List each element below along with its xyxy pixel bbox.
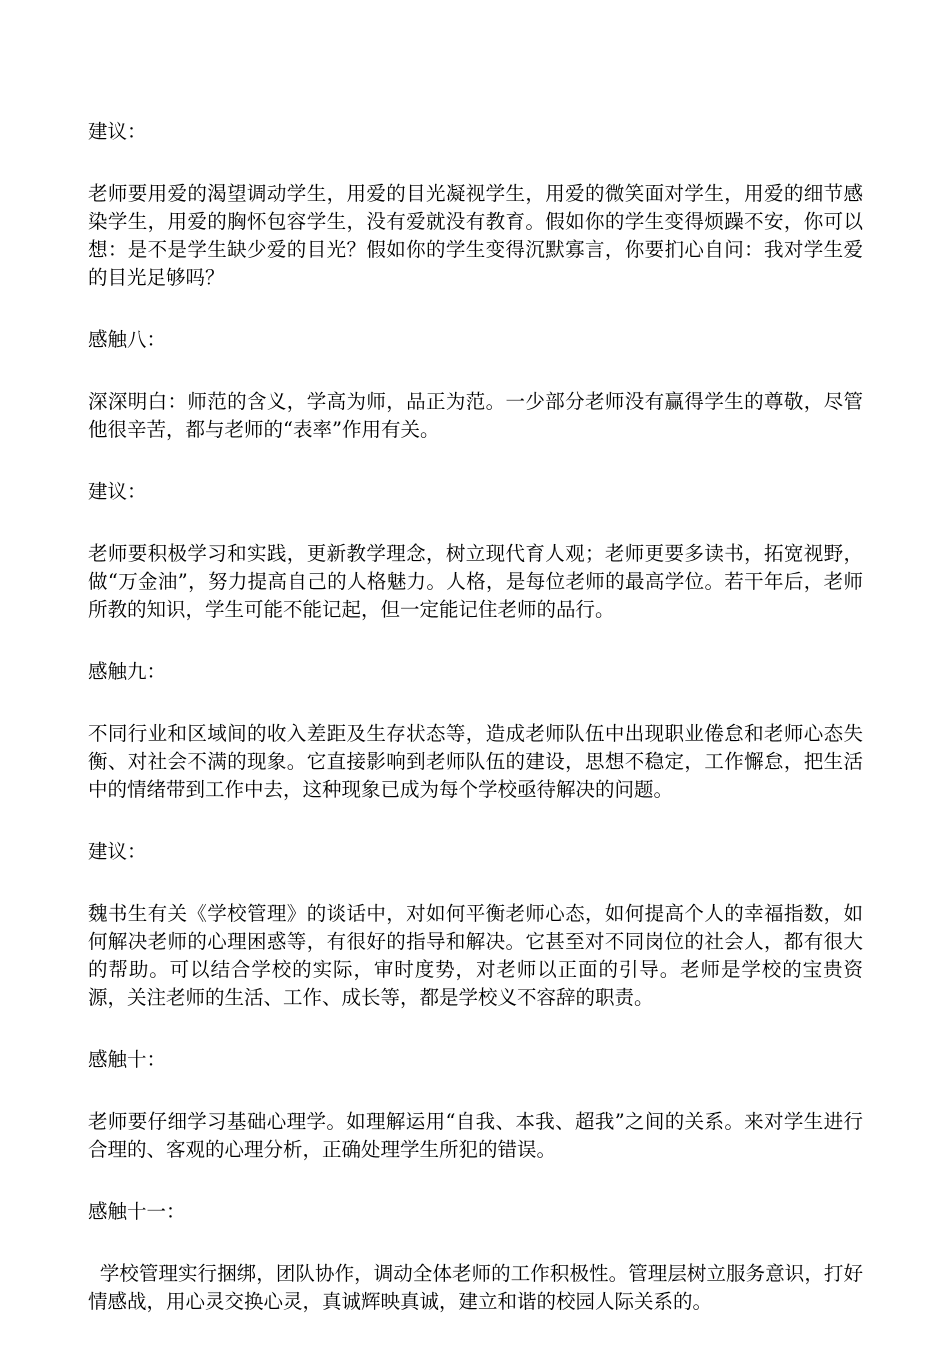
section-heading: 感触九： <box>88 660 167 683</box>
section-paragraph: 老师要仔细学习基础心理学。如理解运用“自我、本我、超我”之间的关系。来对学生进行合理的、客观的心理分析，正确处理学生所犯的错误。 <box>88 1110 863 1161</box>
section-paragraph: 魏书生有关《学校管理》的谈话中，对如何平衡老师心态，如何提高个人的幸福指数，如何解决老师的心理困惑等，有很好的指导和解决。它甚至对不同岗位的社会人，都有很大的帮助。可以结合学校的实际，审时度势，对老师以正面的引导。老师是学校的宝贵资源，关注老师的生活、工作、成长等，都是学校义不容辞的职责。 <box>88 902 863 1009</box>
section-heading: 建议： <box>88 480 147 503</box>
section-paragraph: 老师要用爱的渴望调动学生，用爱的目光凝视学生，用爱的微笑面对学生，用爱的细节感染学生，用爱的胸怀包容学生，没有爱就没有教育。假如你的学生变得烦躁不安，你可以想：是不是学生缺少爱的目光？假如你的学生变得沉默寡言，你要扪心自问：我对学生爱的目光足够吗？ <box>88 182 863 289</box>
section-heading: 感触十： <box>88 1048 167 1071</box>
section-heading: 感触十一： <box>88 1200 186 1223</box>
section-heading: 感触八： <box>88 328 167 351</box>
section-heading: 建议： <box>88 840 147 863</box>
document-page <box>88 118 863 1350</box>
section-paragraph: 学校管理实行捆绑，团队协作，调动全体老师的工作积极性。管理层树立服务意识，打好情感战，用心灵交换心灵，真诚辉映真诚，建立和谐的校园人际关系的。 <box>88 1262 863 1313</box>
section-paragraph: 不同行业和区域间的收入差距及生存状态等，造成老师队伍中出现职业倦怠和老师心态失衡、对社会不满的现象。它直接影响到老师队伍的建设，思想不稳定，工作懈怠，把生活中的情绪带到工作中去，这种现象已成为每个学校亟待解决的问题。 <box>88 722 863 801</box>
section-heading: 建议： <box>88 120 147 143</box>
section-paragraph: 深深明白：师范的含义，学高为师，品正为范。一少部分老师没有赢得学生的尊敬，尽管他很辛苦，都与老师的“表率”作用有关。 <box>88 390 863 441</box>
section-paragraph: 老师要积极学习和实践，更新教学理念，树立现代育人观；老师更要多读书，拓宽视野，做“万金油”，努力提高自己的人格魅力。人格，是每位老师的最高学位。若干年后，老师所教的知识，学生可能不能记起，但一定能记住老师的品行。 <box>88 542 863 621</box>
